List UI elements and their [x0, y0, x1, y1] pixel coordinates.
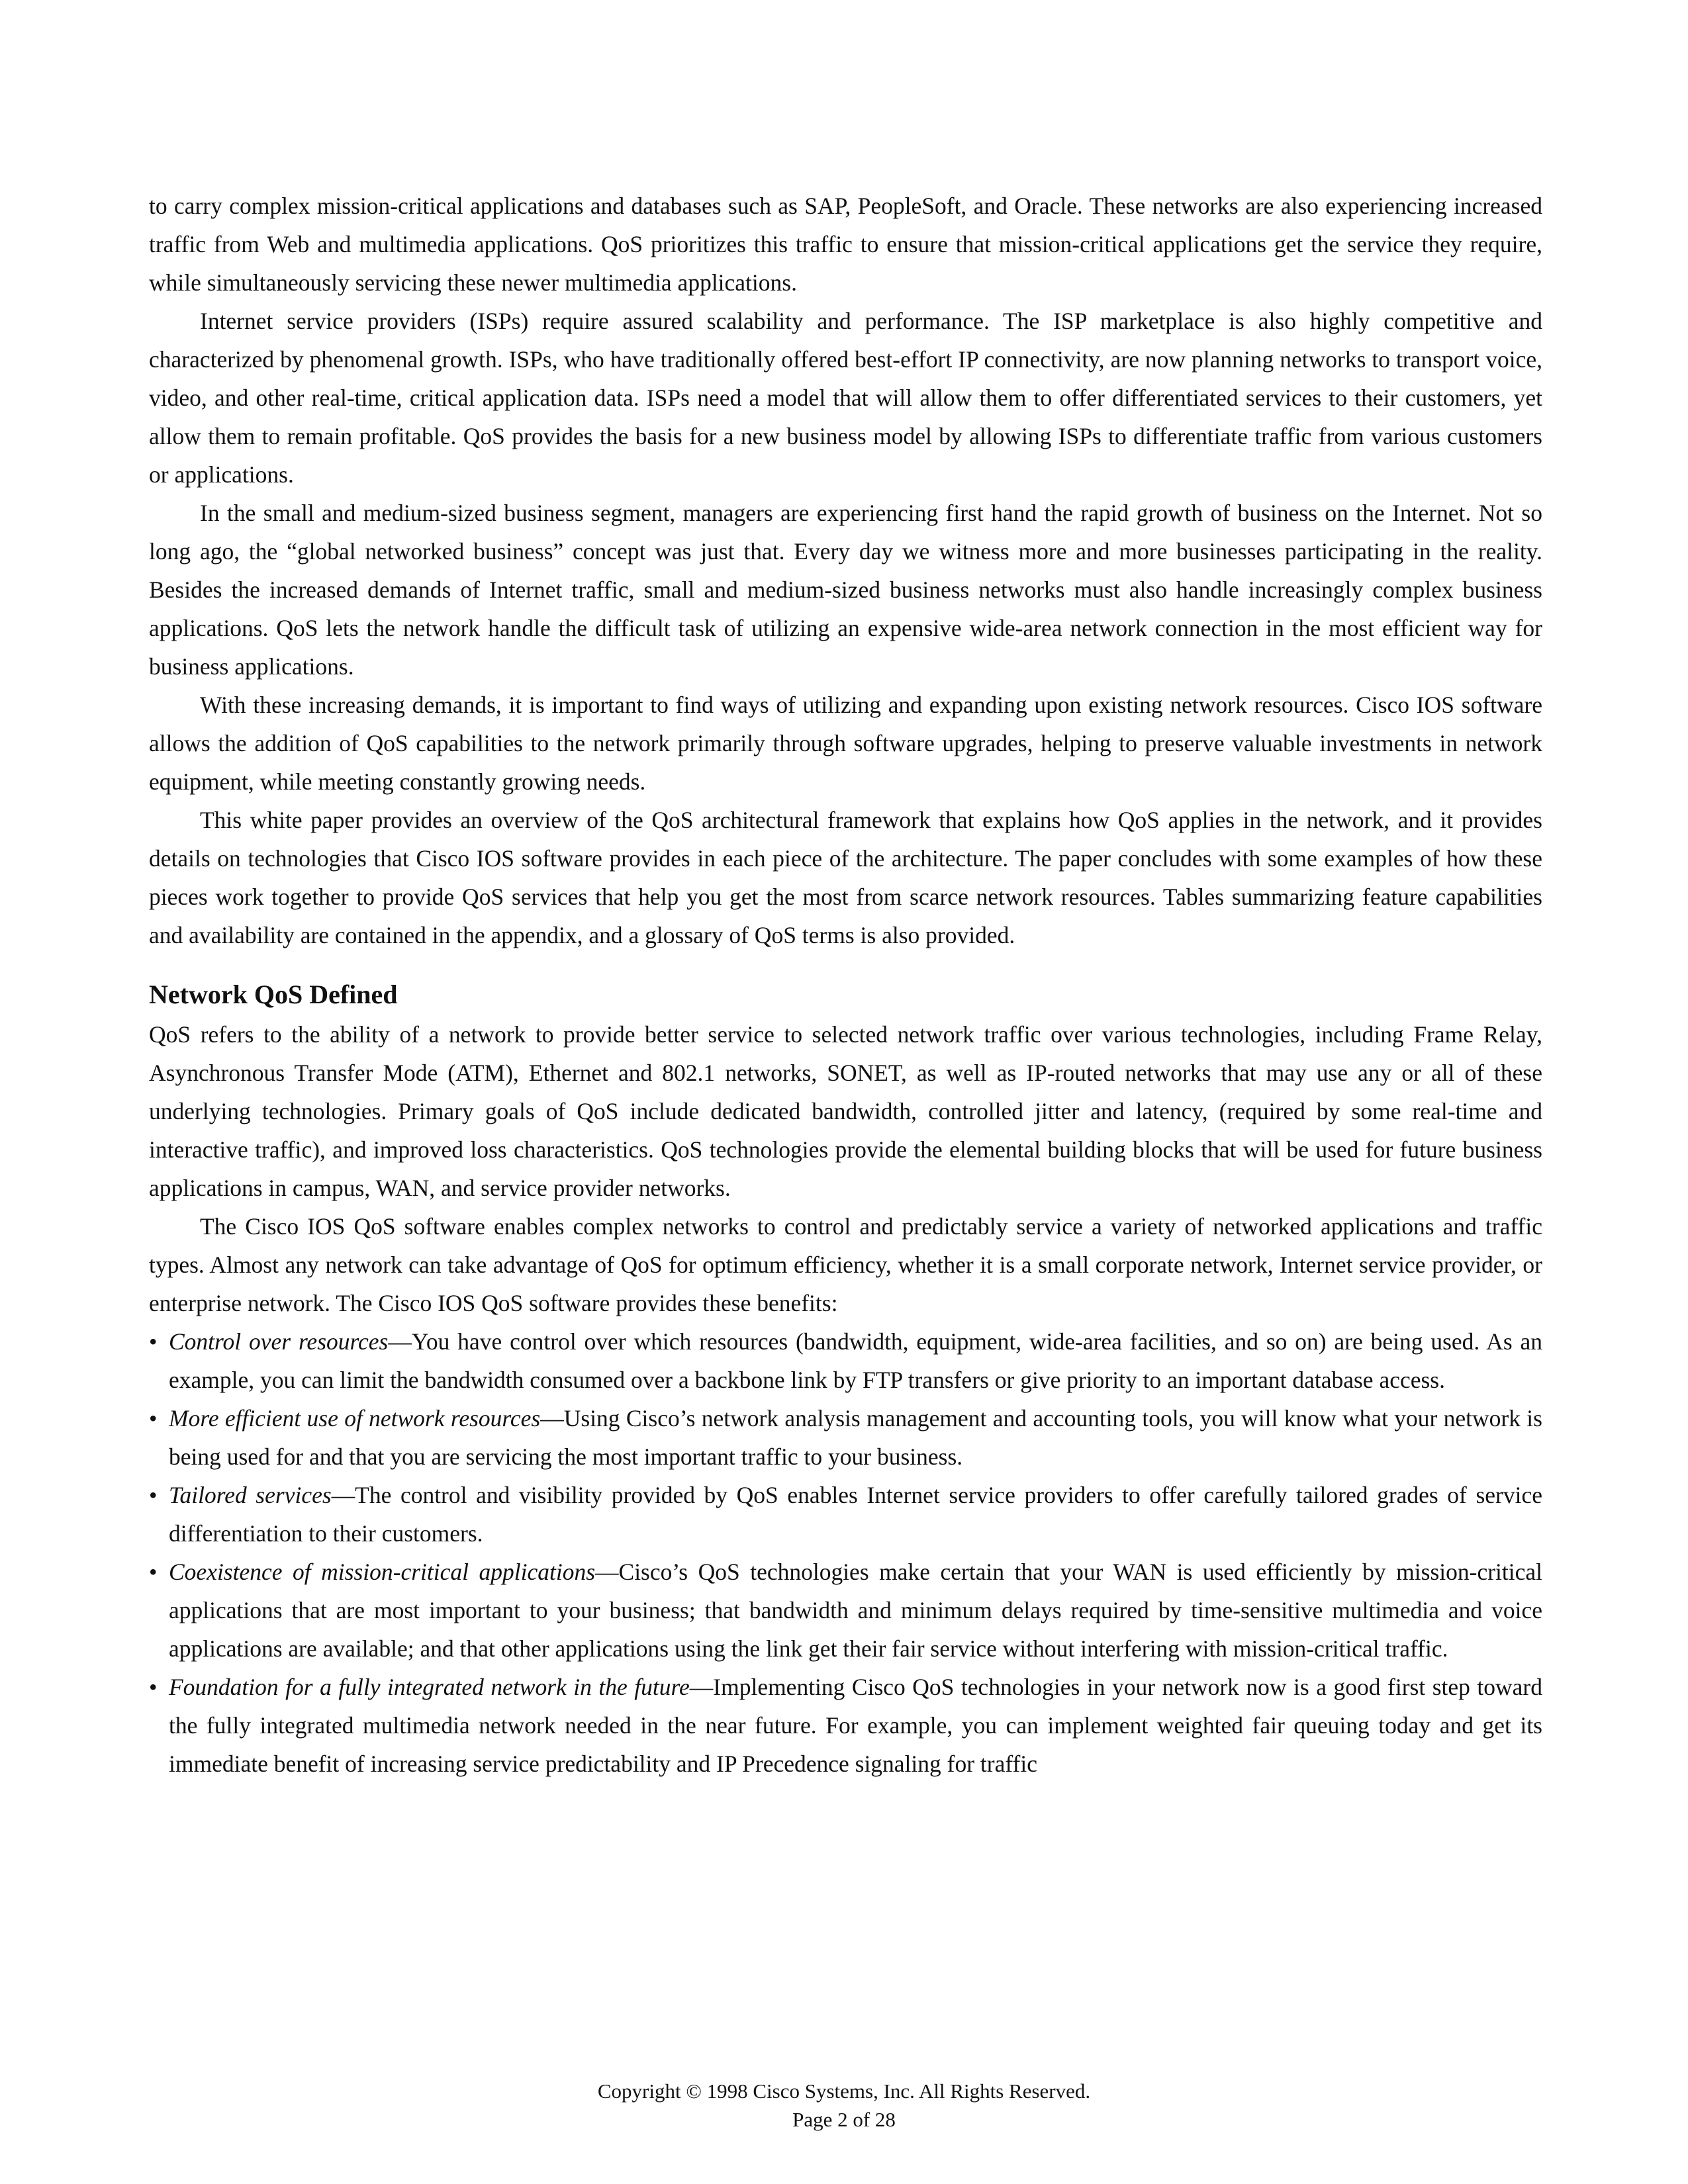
body-paragraph: The Cisco IOS QoS software enables complex networks to control and predictably service a variety of networked applications and traffic types. Almost any network can take advantage of QoS for optimum efficiency, whether it is a small corporate network, Internet service provider, or enterprise network. The Cisco IOS QoS software provides these benefits:	[149, 1213, 1542, 1316]
bullet-text: —Implementing Cisco QoS technologies in your network now is a good first step toward the fully integrated multimedia network needed in the near future. For example, you can implement weighted fair queuing today and get its immediate benefit of increasing service predictability and IP Precedence signaling for traffic	[169, 1674, 1542, 1777]
bullet-text: —The control and visibility provided by QoS enables Internet service providers to offer carefully tailored grades of service differentiation to their customers.	[169, 1482, 1542, 1547]
bullet-marker: •	[149, 1559, 158, 1585]
section-heading: Network QoS Defined	[149, 979, 398, 1009]
body-paragraph: This white paper provides an overview of the QoS architectural framework that explains how QoS applies in the network, and it provides details on technologies that Cisco IOS software provides in each piece of the architecture. The paper concludes with some examples of how these pieces work together to provide QoS services that help you get the most from scarce network resources. Tables summarizing feature capabilities and availability are contained in the appendix, and a glossary of QoS terms is also provided.	[149, 807, 1542, 948]
body-paragraph: In the small and medium-sized business segment, managers are experiencing first hand the rapid growth of business on the Internet. Not so long ago, the “global networked business” concept was just that. Every day we witness more and more businesses participating in the reality. Besides the increased demands of Internet traffic, small and medium-sized business networks must also handle increasingly complex business applications. QoS lets the network handle the difficult task of utilizing an expensive wide-area network connection in the most efficient way for business applications.	[149, 500, 1542, 680]
bullet-marker: •	[149, 1405, 158, 1432]
bullet-term: Foundation for a fully integrated network in the future	[169, 1674, 690, 1700]
bullet-term: Control over resources	[169, 1328, 389, 1355]
bullet-marker: •	[149, 1482, 158, 1508]
bullet-text: —You have control over which resources (bandwidth, equipment, wide-area facilities, and so on) are being used. As an example, you can limit the bandwidth consumed over a backbone link by FTP transfers or give priority to an important database access.	[169, 1328, 1542, 1393]
bullet-item	[149, 1668, 1542, 1783]
bullet-term: Tailored services	[169, 1482, 332, 1508]
bullet-item	[149, 1322, 1542, 1399]
bullet-text: —Cisco’s QoS technologies make certain that your WAN is used efficiently by mission-critical applications that are most important to your business; that bandwidth and minimum delays required by time-sensitive multimedia and voice applications are available; and that other applications using the link get their fair service without interfering with mission-critical traffic.	[169, 1559, 1542, 1662]
bullet-item	[149, 1399, 1542, 1476]
body-paragraph: Internet service providers (ISPs) require assured scalability and performance. The ISP marketplace is also highly competitive and characterized by phenomenal growth. ISPs, who have traditionally offered best-effort IP connectivity, are now planning networks to transport voice, video, and other real-time, critical application data. ISPs need a model that will allow them to offer differentiated services to their customers, yet allow them to remain profitable. QoS provides the basis for a new business model by allowing ISPs to differentiate traffic from various customers or applications.	[149, 308, 1542, 488]
footer-page-number: Page 2 of 28	[792, 2108, 896, 2131]
page-content	[149, 187, 1542, 1783]
bullet-item	[149, 1476, 1542, 1553]
bullet-item	[149, 1553, 1542, 1668]
bullet-term: More efficient use of network resources	[169, 1405, 541, 1432]
footer-copyright: Copyright © 1998 Cisco Systems, Inc. All Rights Reserved.	[597, 2079, 1091, 2103]
bullet-text: —Using Cisco’s network analysis management and accounting tools, you will know what your network is being used for and that you are servicing the most important traffic to your business.	[169, 1405, 1542, 1470]
body-paragraph: to carry complex mission-critical applications and databases such as SAP, PeopleSoft, and Oracle. These networks are also experiencing increased traffic from Web and multimedia applications. QoS prioritizes this traffic to ensure that mission-critical applications get the service they require, while simultaneously servicing these newer multimedia applications.	[149, 193, 1542, 296]
body-paragraph: QoS refers to the ability of a network to provide better service to selected network traffic over various technologies, including Frame Relay, Asynchronous Transfer Mode (ATM), Ethernet and 802.1 networks, SONET, as well as IP-routed networks that may use any or all of these underlying technologies. Primary goals of QoS include dedicated bandwidth, controlled jitter and latency, (required by some real-time and interactive traffic), and improved loss characteristics. QoS technologies provide the elemental building blocks that will be used for future business applications in campus, WAN, and service provider networks.	[149, 1021, 1542, 1201]
body-paragraph: With these increasing demands, it is important to find ways of utilizing and expanding upon existing network resources. Cisco IOS software allows the addition of QoS capabilities to the network primarily through software upgrades, helping to preserve valuable investments in network equipment, while meeting constantly growing needs.	[149, 692, 1542, 795]
bullet-marker: •	[149, 1674, 158, 1700]
bullet-marker: •	[149, 1328, 158, 1355]
bullet-term: Coexistence of mission-critical applications	[169, 1559, 596, 1585]
